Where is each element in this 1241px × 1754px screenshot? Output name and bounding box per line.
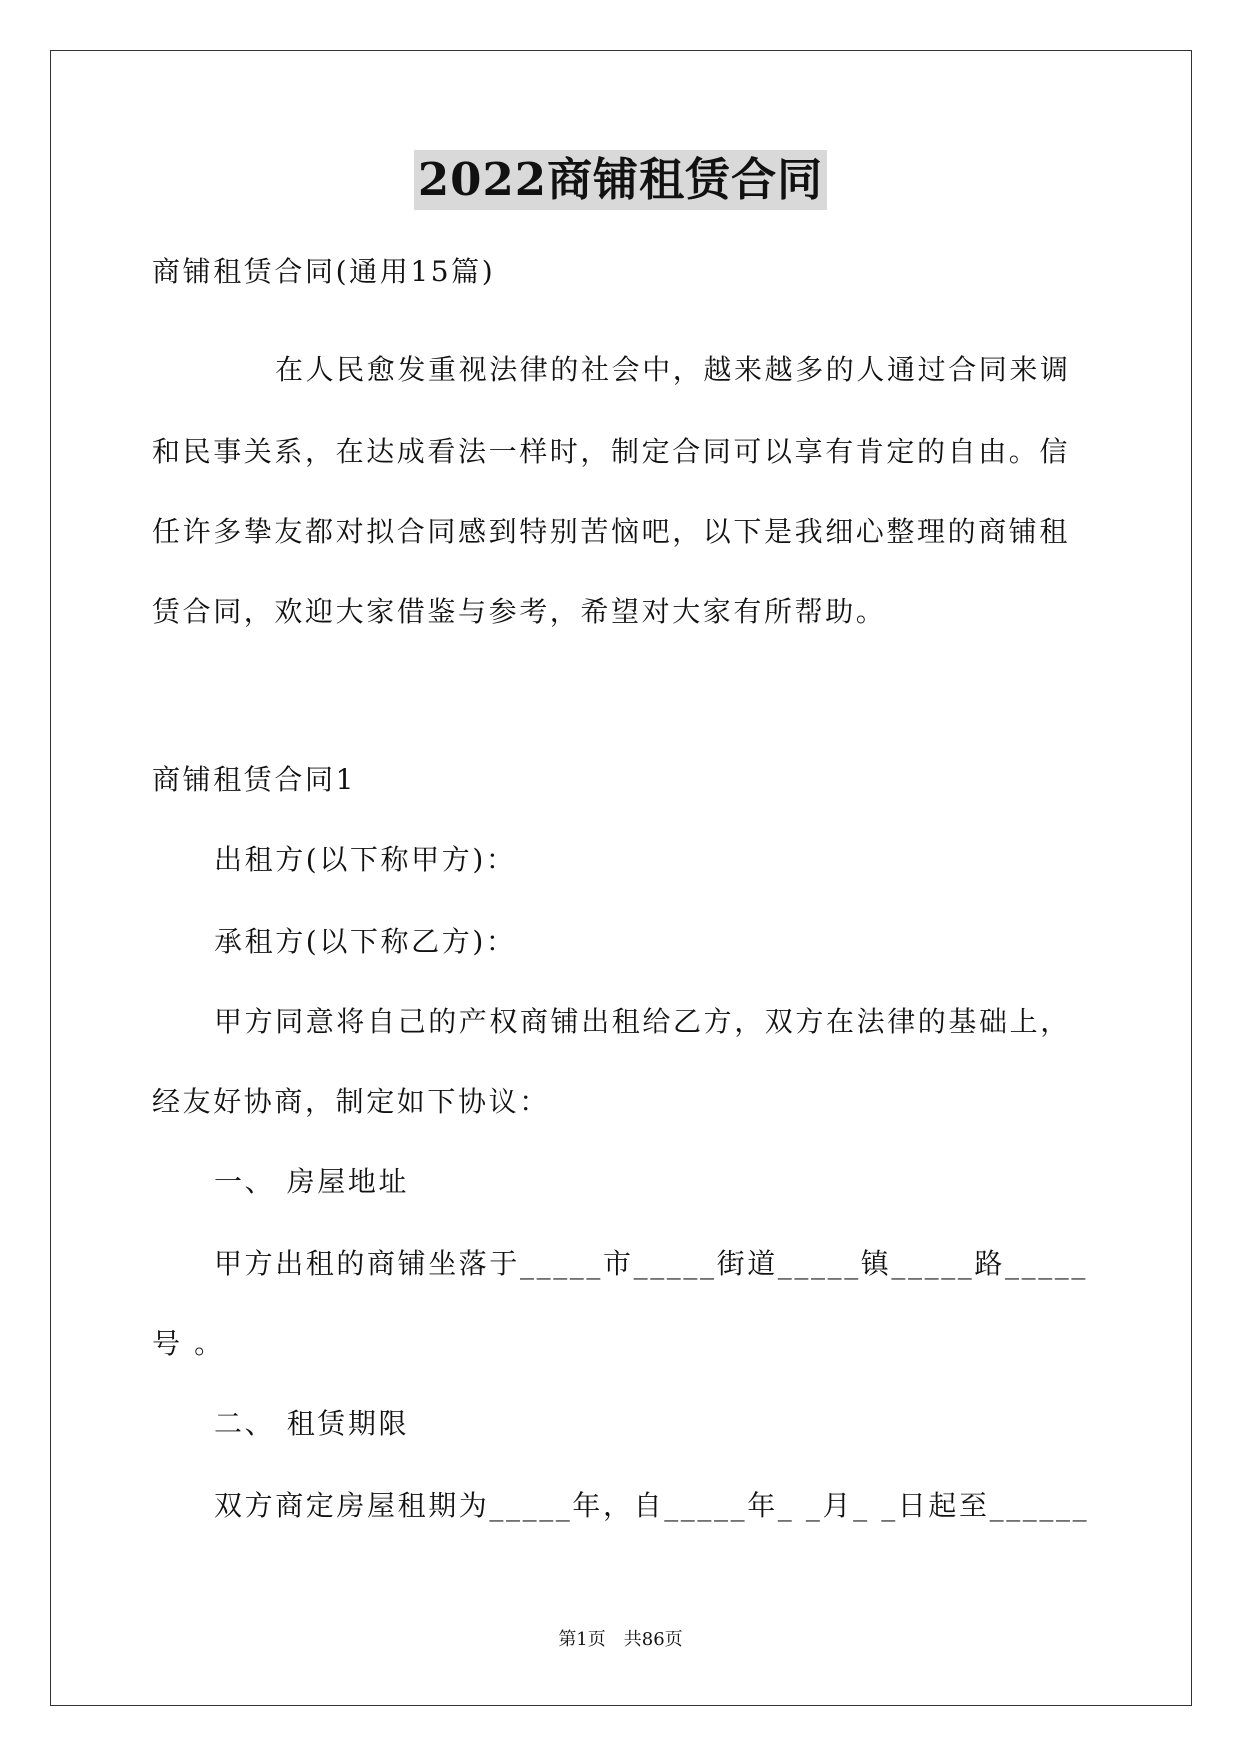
paragraph-line: 甲方出租的商铺坐落于_____市_____街道_____镇_____路_____ [214,1247,1089,1280]
paragraph-line: 经友好协商，制定如下协议： [152,1085,550,1118]
page-total: 共86页 [623,1629,683,1650]
paragraph-line: 承租方(以下称乙方)： [214,925,517,958]
section-heading: 商铺租赁合同1 [152,763,357,796]
clause-heading: 一、 房屋地址 [214,1165,410,1198]
subtitle-line: 商铺租赁合同(通用15篇) [152,255,496,288]
paragraph-line: 和民事关系，在达成看法一样时，制定合同可以享有肯定的自由。信 [152,435,1071,468]
clause-heading: 二、 租赁期限 [214,1407,410,1440]
paragraph-line: 号 。 [152,1327,225,1360]
paragraph-line: 甲方同意将自己的产权商铺出租给乙方，双方在法律的基础上， [214,1005,1071,1038]
document-title-wrap [0,150,1241,210]
paragraph-line: 任许多挚友都对拟合同感到特别苦恼吧，以下是我细心整理的商铺租 [152,515,1071,548]
paragraph-line: 出租方(以下称甲方)： [214,843,517,876]
page-number: 第1页 [558,1629,606,1650]
page-footer [0,1628,1241,1652]
paragraph-line: 双方商定房屋租期为_____年，自_____年_ _月_ _日起至______ [214,1489,1090,1522]
paragraph-line: 在人民愈发重视法律的社会中，越来越多的人通过合同来调 [275,353,1071,386]
document-title: 2022商铺租赁合同 [414,150,827,210]
paragraph-line: 赁合同，欢迎大家借鉴与参考，希望对大家有所帮助。 [152,595,887,628]
